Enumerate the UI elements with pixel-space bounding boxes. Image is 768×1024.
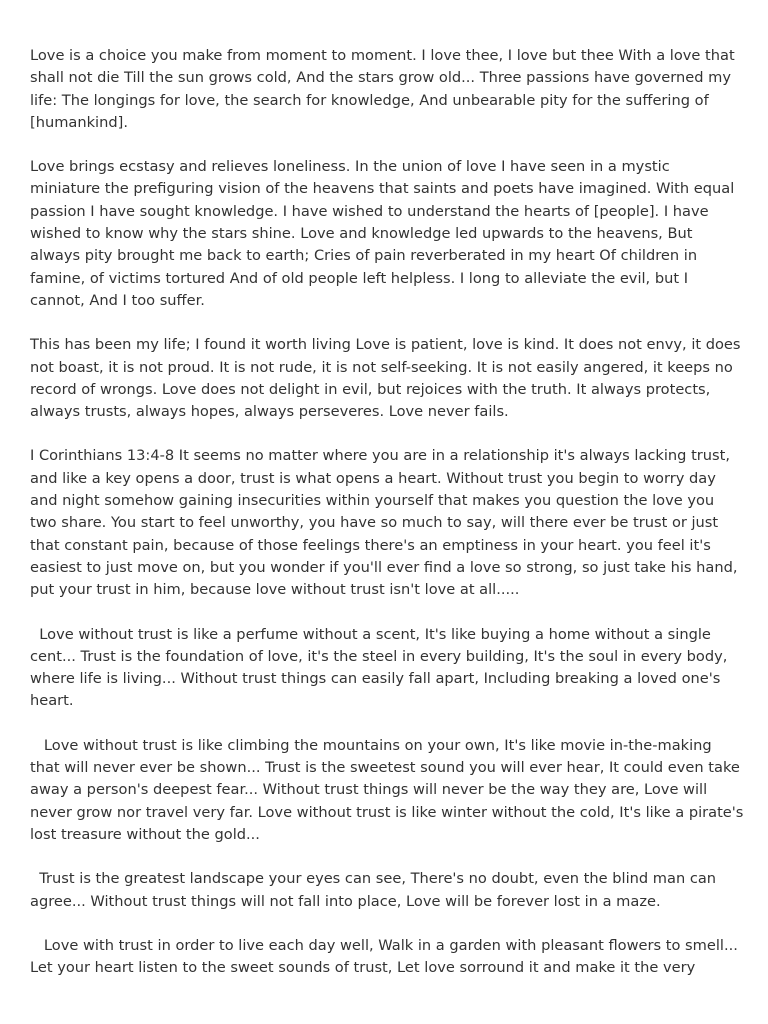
document-body [30, 45, 749, 1001]
paragraph-3: This has been my life; I found it worth living Love is patient, love is kind. It does not envy, it does not boast, it is not proud. It is not rude, it is not self-seeking. It is not easily angered, it keeps no record of wrongs. Love does not delight in evil, but rejoices with the truth. It always protects, always trusts, always hopes, always perseveres. Love never fails. [30, 336, 746, 421]
paragraph-5: Love without trust is like a perfume without a scent, It's like buying a home without a single cent... Trust is the foundation of love, it's the steel in every building, It's the soul in every body, where life is living... Without trust things can easily fall apart, Including breaking a loved one's heart. [30, 625, 733, 710]
paragraph-1: Love is a choice you make from moment to moment. I love thee, I love but thee With a love that shall not die Till the sun grows cold, And the stars grow old... Three passions have governed my life: The longings for love, the search for knowledge, And unbearable pity for the suffering of [humankind]. [30, 47, 740, 131]
paragraph-4: I Corinthians 13:4-8 It seems no matter where you are in a relationship it's always lacking trust, and like a key opens a door, trust is what opens a heart. Without trust you begin to worry day and night somehow gaining insecurities within yourself that makes you question the love you two share. You start to feel unworthy, you have so much to say, will there ever be trust or just that constant pain, because of those feelings there's an emptiness in your heart. you feel it's easiest to just move on, but you wonder if you'll ever find a love so strong, so just take his hand, put your trust in him, because love without trust isn't love at all..... [30, 447, 743, 599]
paragraph-7: Trust is the greatest landscape your eyes can see, There's no doubt, even the blind man can agree... Without trust things will not fall into place, Love will be forever lost in a maze. [30, 870, 721, 910]
paragraph-6: Love without trust is like climbing the mountains on your own, It's like movie in-the-making that will never ever be shown... Trust is the sweetest sound you will ever hear, It could even take away a person's deepest fear... Without trust things will never be the way they are, Love will never grow nor travel very far. Love without trust is like winter without the cold, It's like a pirate's lost treasure without the gold... [30, 736, 749, 843]
paragraph-2: Love brings ecstasy and relieves loneliness. In the union of love I have seen in a mystic miniature the prefiguring vision of the heavens that saints and poets have imagined. With equal passion I have sought knowledge. I have wished to understand the hearts of [people]. I have wished to know why the stars shine. Love and knowledge led upwards to the heavens, But always pity brought me back to earth; Cries of pain reverberated in my heart Of children in famine, of victims tortured And of old people left helpless. I long to alleviate the evil, but I cannot, And I too suffer. [30, 158, 739, 309]
paragraph-8: Love with trust in order to live each day well, Walk in a garden with pleasant flowers to smell... Let your heart listen to the sweet sounds of trust, Let love sorround it and make it the very [30, 936, 743, 977]
